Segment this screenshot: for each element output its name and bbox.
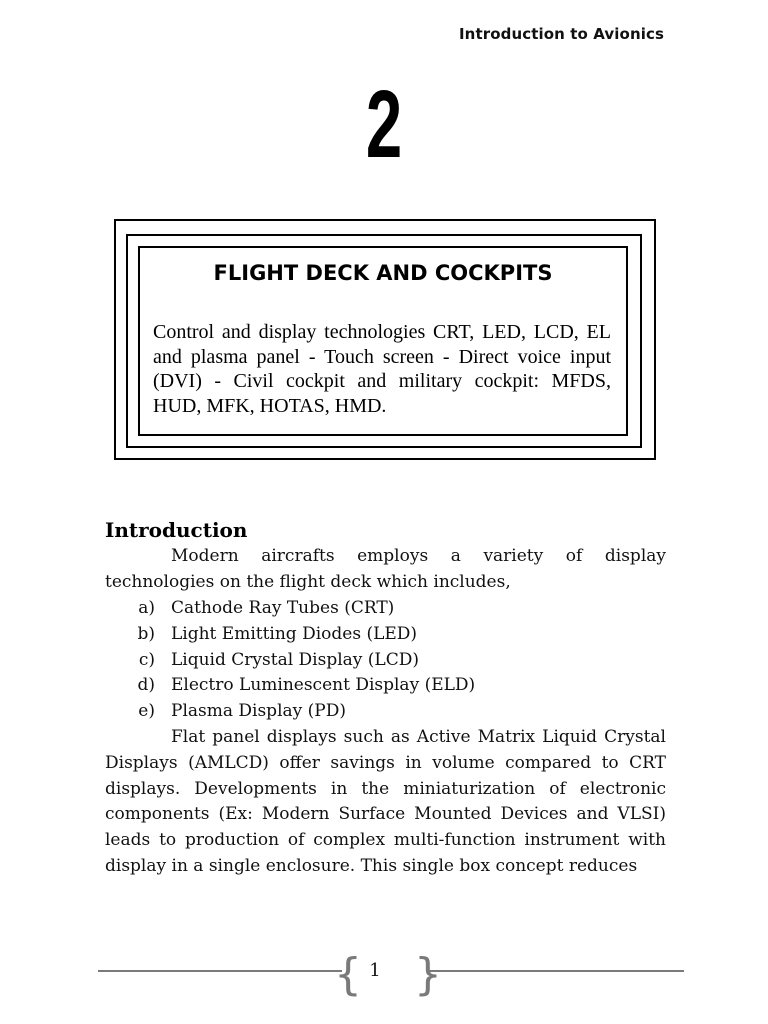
list-item-text: Light Emitting Diodes (LED) <box>171 623 418 644</box>
list-item-text: Cathode Ray Tubes (CRT) <box>171 598 395 618</box>
footer-rule-left <box>98 970 342 972</box>
list-item <box>105 673 666 699</box>
list-item-marker: e) <box>138 701 155 722</box>
footer-right-brace: } <box>414 949 442 1000</box>
list-item-marker: b) <box>137 623 155 644</box>
chapter-title: FLIGHT DECK AND COCKPITS <box>213 261 553 285</box>
list-item-marker: a) <box>138 598 155 618</box>
list-item-text: Electro Luminescent Display (ELD) <box>171 675 476 696</box>
list-item <box>105 699 666 725</box>
page-number: 1 <box>369 960 381 981</box>
list-item-marker: c) <box>138 649 155 670</box>
chapter-summary: Control and display technologies CRT, LED, LCD, EL and plasma panel - Touch screen - Direct voice input (DVI) - Civil cockpit and military cockpit: MFDS, HUD, MFK, HOTAS, HMD. <box>153 321 611 417</box>
list-item <box>105 622 666 648</box>
list-item-text: Plasma Display (PD) <box>171 701 346 722</box>
footer-rule-right <box>428 970 684 972</box>
section-heading: Introduction <box>105 518 248 542</box>
running-header: Introduction to Avionics <box>459 25 664 43</box>
intro-paragraph-1: Modern aircrafts employs a variety of display technologies on the flight deck which includes, <box>105 546 666 592</box>
footer-left-brace: { <box>334 949 362 1000</box>
intro-paragraph-2: Flat panel displays such as Active Matrix Liquid Crystal Displays (AMLCD) offer savings in volume compared to CRT displays. Developments in the miniaturization of electronic components (Ex: Modern Surface Mounted Devices and VLSI) leads to production of complex multi-function instrument with display in a single enclosure. This single box concept reduces <box>105 727 666 876</box>
list-item <box>105 648 666 674</box>
list-item <box>105 596 666 622</box>
display-technology-list <box>105 596 666 725</box>
chapter-number: 2 <box>365 71 403 178</box>
list-item-marker: d) <box>137 675 155 696</box>
list-item-text: Liquid Crystal Display (LCD) <box>171 649 419 670</box>
